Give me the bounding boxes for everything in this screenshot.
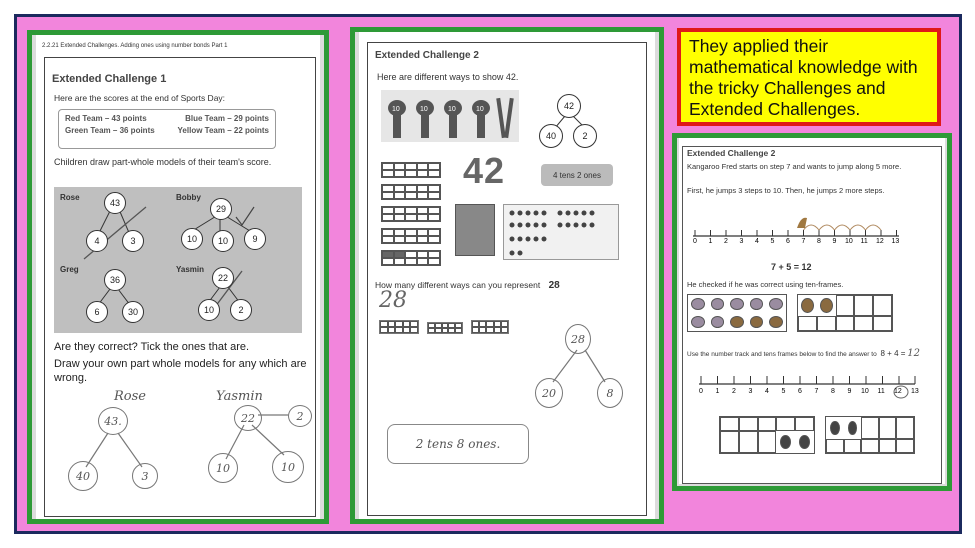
task-text: Use the number track and tens frames below to find the answer to 8 + 4 = 12 [687,348,920,359]
question-2: Draw your own part whole models for any which are wrong. [54,358,307,384]
check-text: He checked if he was correct using ten-frames. [687,280,844,289]
pw-part-40: 40 [539,124,563,148]
model-label-greg: Greg [60,265,79,274]
story-line-2: First, he jumps 3 steps to 10. Then, he jumps 2 more steps. [687,186,885,195]
svg-text:10: 10 [476,106,484,113]
hand-pw-whole: 28 [565,324,591,354]
caption-text: They applied their mathematical knowledge with the tricky Challenges and Extended Challenges. [689,36,918,119]
svg-text:10: 10 [448,106,456,113]
photo-extended-challenge-1 [27,30,329,524]
hand-rose-part-1: 40 [68,461,98,491]
hand-number-28: 28 [379,288,407,313]
hand-yasmin-part-1: 10 [208,453,238,483]
hand-rose-whole: 43. [98,407,128,435]
photo-extended-challenge-2 [350,27,664,524]
worksheet-header: 2.2.21 Extended Challenges. Adding ones using number bonds Part 1 [42,43,228,49]
model-part-bobby-2: 10 [212,230,234,252]
sheet-title: Extended Challenge 1 [52,73,167,85]
model-part-yasmin-1: 10 [198,299,220,321]
hand-answer-lines [36,35,320,519]
model-label-rose: Rose [60,193,80,202]
tens-ones-box: 4 tens 2 ones [541,164,613,186]
sheet-intro: Here are different ways to show 42. [377,72,519,82]
number-track-1 [679,198,945,258]
model-label-yasmin: Yasmin [176,265,205,274]
hand-tens-ones-box: 2 tens 8 ones. [387,424,529,464]
pw-whole-42: 42 [557,94,581,118]
model-whole-greg: 36 [104,269,126,291]
hand-rose-label: Rose [114,389,146,404]
hand-yasmin-extra: 2 [288,405,312,427]
sheet-intro: Here are the scores at the end of Sports Day: [54,93,226,103]
team-green: Green Team – 36 points [65,126,155,135]
model-whole-rose: 43 [104,192,126,214]
sheet-title: Extended Challenge 2 [687,148,776,158]
sheet-instruction: Children draw part-whole models of their team's score. [54,157,272,167]
hand-pw-part-1: 20 [535,378,563,408]
model-part-yasmin-2: 2 [230,299,252,321]
hand-yasmin-whole: 22 [234,405,262,431]
question-1: Are they correct? Tick the ones that are. [54,341,250,353]
photo-kangaroo-challenge [672,133,952,491]
model-part-greg-2: 30 [122,301,144,323]
svg-text:10: 10 [420,106,428,113]
ten-frames-check [687,294,897,334]
worksheet-page [36,35,320,519]
hand-yasmin-label: Yasmin [216,389,263,404]
big-number: 42 [463,150,506,191]
hand-pw-part-2: 8 [597,378,623,408]
worksheet-page [679,138,945,484]
model-whole-bobby: 29 [210,198,232,220]
equation: 7 + 5 = 12 [771,262,812,272]
pw-part-2: 2 [573,124,597,148]
model-part-greg-1: 6 [86,301,108,323]
svg-text:10: 10 [392,106,400,113]
track-labels-1: 0 1 2 3 4 5 6 7 8 9 10 11 12 13 [693,238,900,245]
team-blue: Blue Team – 29 points [185,114,269,123]
model-part-bobby-1: 10 [181,228,203,250]
model-part-rose-1: 4 [86,230,108,252]
team-red: Red Team – 43 points [65,114,147,123]
team-yellow: Yellow Team – 22 points [177,126,269,135]
hand-rose-part-2: 3 [132,463,158,489]
model-whole-yasmin: 22 [212,267,234,289]
hand-yasmin-part-2: 10 [272,451,304,483]
model-label-bobby: Bobby [176,193,201,202]
ten-frames-answer [719,416,919,456]
caption-box [677,28,941,126]
track-labels-2: 0 1 2 3 4 5 6 7 8 9 10 11 12 13 [699,388,919,395]
sheet-title: Extended Challenge 2 [375,50,479,61]
story-line-1: Kangaroo Fred starts on step 7 and wants to jump along 5 more. [687,162,902,171]
model-part-rose-2: 3 [122,230,144,252]
model-part-bobby-3: 9 [244,228,266,250]
worksheet-page [359,32,655,519]
question-ways: How many different ways can you represent 28 [375,280,560,291]
